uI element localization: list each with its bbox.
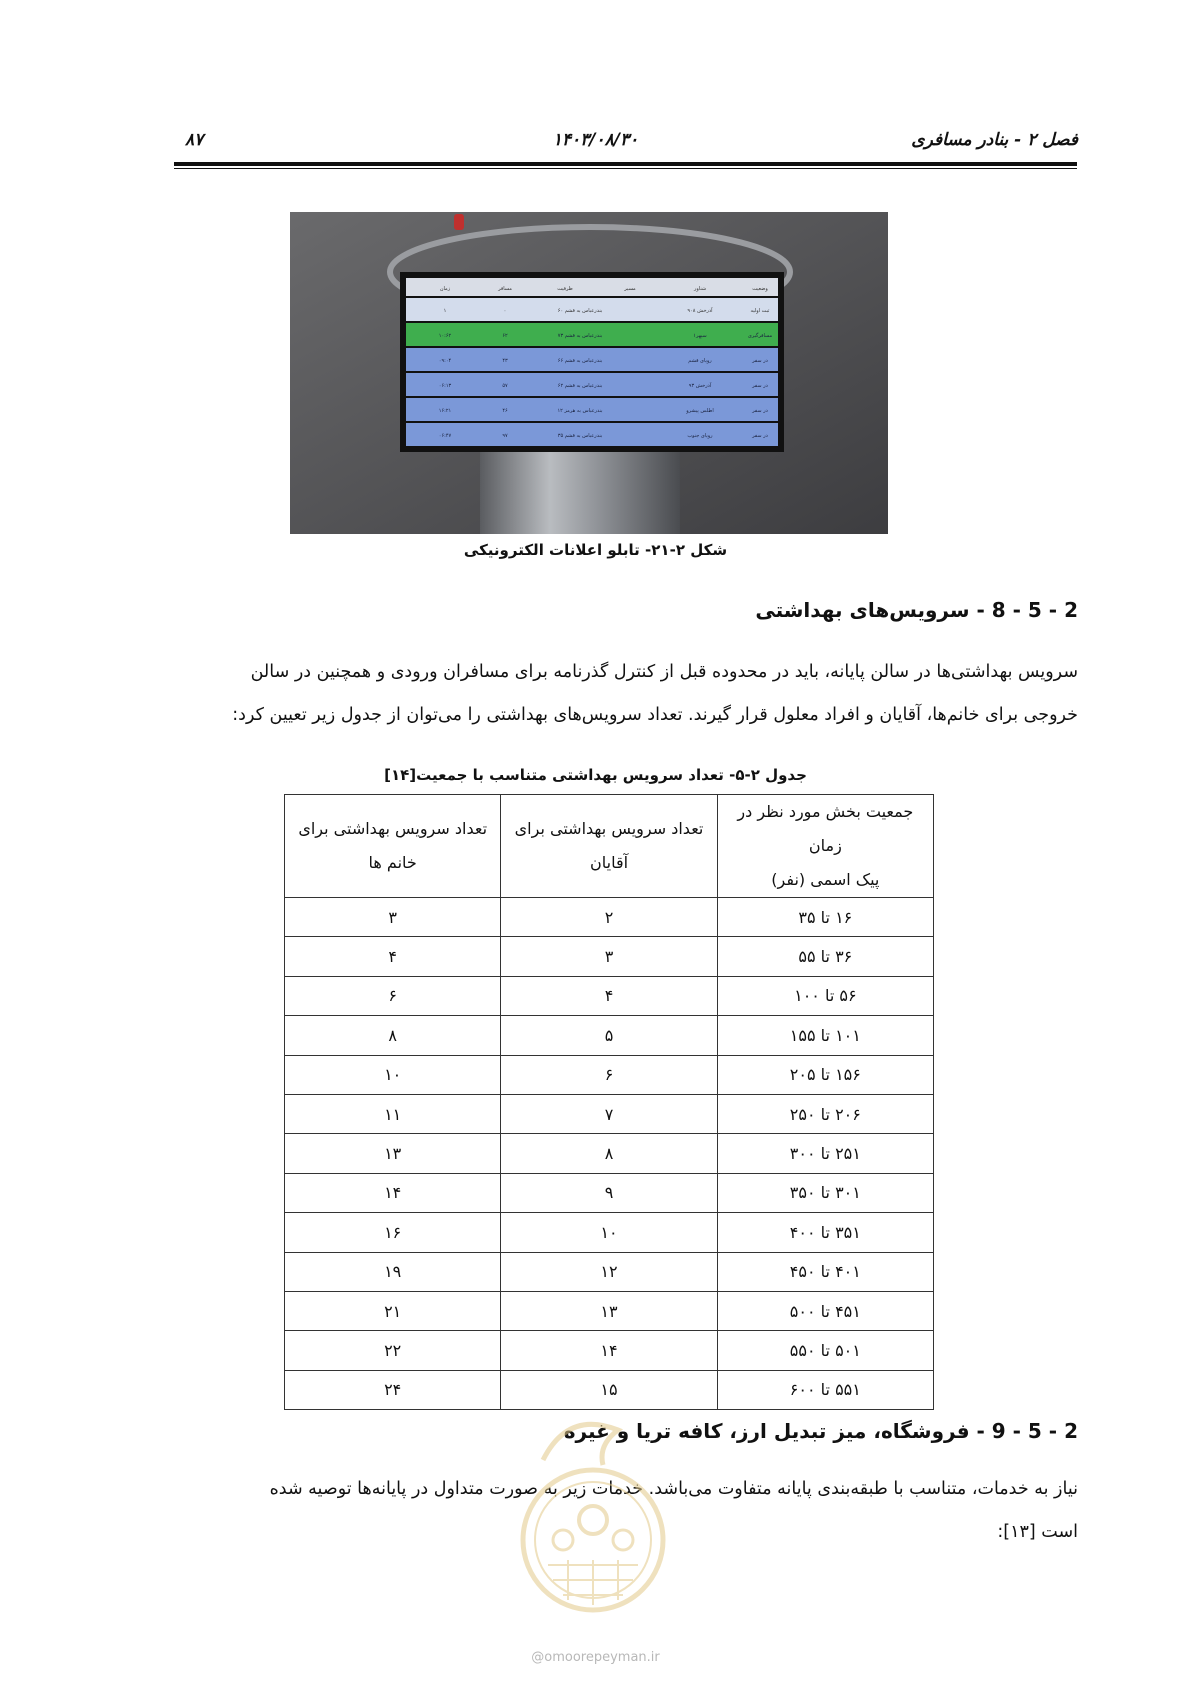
cell-population: ۲۵۱ تا ۳۰۰ xyxy=(717,1134,933,1173)
watermark-text: @omoorepeyman.ir xyxy=(531,1650,660,1665)
table-row xyxy=(285,1252,934,1291)
table-row xyxy=(285,1094,934,1133)
cell-women: ۱۴ xyxy=(285,1173,501,1212)
section-heading-sanitary: 2 - 5 - 8 - سرویس‌های بهداشتی xyxy=(755,598,1078,622)
board-cell-status: در سفر xyxy=(752,408,768,414)
cell-population: ۱۰۱ تا ۱۵۵ xyxy=(717,1016,933,1055)
header-men: تعداد سرویس بهداشتی برای آقایان xyxy=(501,795,717,898)
section-heading-shops: 2 - 5 - 9 - فروشگاه، میز تبدیل ارز، کافه تریا و غیره xyxy=(563,1419,1078,1443)
cell-men: ۳ xyxy=(501,937,717,976)
paragraph-line: است [۱۳]: xyxy=(997,1522,1078,1542)
board-cell-vessel: آذرخش ۹۳ xyxy=(688,383,712,389)
cell-population: ۵۵۱ تا ۶۰۰ xyxy=(717,1370,933,1409)
watermark-logo xyxy=(508,1390,678,1630)
cell-women: ۱۹ xyxy=(285,1252,501,1291)
board-cell-vessel: رویای قشم xyxy=(688,358,712,364)
cell-women: ۳ xyxy=(285,898,501,937)
paragraph-line: نیاز به خدمات، متناسب با طبقه‌بندی پایانه متفاوت می‌باشد. خدمات زیر به صورت متداول در پایانه‌ها توصیه شده xyxy=(269,1479,1078,1499)
figure-caption: شکل ۲-۲۱- تابلو اعلانات الکترونیکی xyxy=(463,541,728,559)
board-cell-route: بندرعباس به قشم ۶۰ xyxy=(557,308,603,314)
board-cell-status: در سفر xyxy=(752,383,768,389)
board-cell-status: ثبت اولیه xyxy=(750,308,770,314)
table-row xyxy=(285,1016,934,1055)
board-cell-time: ۰۶:۱۳ xyxy=(438,383,452,389)
board-cell-vessel: اطلس پیشرو xyxy=(686,408,714,414)
cell-population: ۱۵۶ تا ۲۰۵ xyxy=(717,1055,933,1094)
table-row xyxy=(285,1173,934,1212)
cell-population: ۲۰۶ تا ۲۵۰ xyxy=(717,1094,933,1133)
seal-icon xyxy=(508,1390,678,1630)
board-cell-route: بندرعباس به هرمز ۱۲ xyxy=(557,408,603,414)
cell-women: ۴ xyxy=(285,937,501,976)
board-cell-time: ۰۹:۰۴ xyxy=(438,358,452,364)
cell-men: ۸ xyxy=(501,1134,717,1173)
cell-women: ۶ xyxy=(285,976,501,1015)
cell-women: ۱۳ xyxy=(285,1134,501,1173)
board-cell-status: مسافرگیری xyxy=(747,333,773,339)
board-cell-status: در سفر xyxy=(752,358,768,364)
table-row xyxy=(285,1134,934,1173)
board-header-label: وضعیت xyxy=(752,286,768,292)
board-cell-passengers: ۹۷ xyxy=(502,433,508,439)
board-cell-route: بندرعباس به قشم ۳۵ xyxy=(557,433,603,439)
cell-population: ۳۵۱ تا ۴۰۰ xyxy=(717,1213,933,1252)
board-cell-route: بندرعباس به قشم ۶۲ xyxy=(557,383,603,389)
cell-men: ۱۵ xyxy=(501,1370,717,1409)
paragraph-line: سرویس بهداشتی‌ها در سالن پایانه، باید در محدوده قبل از کنترل گذرنامه برای مسافران ورودی و همچنین در سالن xyxy=(250,662,1078,682)
board-cell-passengers: ۴۳ xyxy=(502,358,508,364)
paragraph-line: خروجی برای خانم‌ها، آقایان و افراد معلول قرار گیرند. تعداد سرویس‌های بهداشتی را می‌توان از جدول زیر تعیین کرد: xyxy=(232,705,1078,725)
board-cell-route: بندرعباس به قشم ۷۳ xyxy=(557,333,603,339)
header-rule-thick xyxy=(174,162,1077,166)
board-cell-vessel: آذرخش ۹۰۸ xyxy=(687,308,713,314)
board-header-label: شناور xyxy=(693,286,707,292)
board-header-label: مسافر xyxy=(498,286,512,292)
table-row xyxy=(285,1213,934,1252)
cell-women: ۱۶ xyxy=(285,1213,501,1252)
cell-population: ۱۶ تا ۳۵ xyxy=(717,898,933,937)
cell-women: ۲۱ xyxy=(285,1291,501,1330)
header-women: تعداد سرویس بهداشتی برای خانم ها xyxy=(285,795,501,898)
cell-population: ۳۰۱ تا ۳۵۰ xyxy=(717,1173,933,1212)
table-row xyxy=(285,1055,934,1094)
cell-men: ۴ xyxy=(501,976,717,1015)
cell-men: ۱۰ xyxy=(501,1213,717,1252)
header-date: ۱۴۰۳/۰۸/۳۰ xyxy=(552,130,639,150)
board-header-label: مسیر xyxy=(624,286,636,292)
board-cell-passengers: ۴۶ xyxy=(502,408,508,414)
table-row xyxy=(285,1291,934,1330)
table-caption: جدول ۲-۵- تعداد سرویس بهداشتی متناسب با جمعیت[۱۴] xyxy=(384,766,807,784)
board-cell-time: ۱ xyxy=(443,308,447,314)
board-cell-time: ۱۶:۲۱ xyxy=(438,408,452,414)
board-cell-passengers: ۶۲ xyxy=(502,333,508,339)
board-header-label: زمان xyxy=(439,286,451,292)
cell-men: ۹ xyxy=(501,1173,717,1212)
cell-men: ۱۳ xyxy=(501,1291,717,1330)
cell-population: ۳۶ تا ۵۵ xyxy=(717,937,933,976)
board-cell-status: در سفر xyxy=(752,433,768,439)
page-number: ۸۷ xyxy=(185,130,204,150)
cell-men: ۲ xyxy=(501,898,717,937)
figure-photo xyxy=(290,212,888,534)
board-cell-time: ۱۰:۶۲ xyxy=(438,333,452,339)
cell-population: ۵۶ تا ۱۰۰ xyxy=(717,976,933,1015)
chapter-title: فصل ۲ - بنادر مسافری xyxy=(911,130,1078,150)
alarm-icon xyxy=(454,214,464,230)
cell-men: ۶ xyxy=(501,1055,717,1094)
board-cell-route: بندرعباس به قشم ۶۶ xyxy=(557,358,603,364)
header-rule-thin xyxy=(174,168,1077,169)
table-row xyxy=(285,898,934,937)
cell-population: ۴۵۱ تا ۵۰۰ xyxy=(717,1291,933,1330)
table-row xyxy=(285,1331,934,1370)
board-cell-vessel: رویای جنوب xyxy=(687,433,713,439)
cell-men: ۷ xyxy=(501,1094,717,1133)
sanitary-services-table xyxy=(284,794,934,1410)
board-header-label: ظرفیت xyxy=(557,286,573,292)
board-cell-time: ۰۶:۴۷ xyxy=(438,433,452,439)
cell-women: ۱۱ xyxy=(285,1094,501,1133)
cell-men: ۵ xyxy=(501,1016,717,1055)
board-cell-passengers: ۵۷ xyxy=(502,383,508,389)
cell-women: ۲۴ xyxy=(285,1370,501,1409)
cell-women: ۲۲ xyxy=(285,1331,501,1370)
cell-population: ۵۰۱ تا ۵۵۰ xyxy=(717,1331,933,1370)
table-row xyxy=(285,937,934,976)
cell-population: ۴۰۱ تا ۴۵۰ xyxy=(717,1252,933,1291)
board-cell-passengers: ۰ xyxy=(503,308,507,314)
table-header-row xyxy=(285,795,934,898)
board-cell-vessel: سپهر۱ xyxy=(693,333,707,339)
header-population: جمعیت بخش مورد نظر در زمان پیک اسمی (نفر) xyxy=(717,795,933,898)
cell-women: ۱۰ xyxy=(285,1055,501,1094)
cell-men: ۱۲ xyxy=(501,1252,717,1291)
board-photo-svg xyxy=(290,212,888,534)
cell-men: ۱۴ xyxy=(501,1331,717,1370)
table-row xyxy=(285,976,934,1015)
paragraph-sanitary xyxy=(142,651,1078,737)
cell-women: ۸ xyxy=(285,1016,501,1055)
